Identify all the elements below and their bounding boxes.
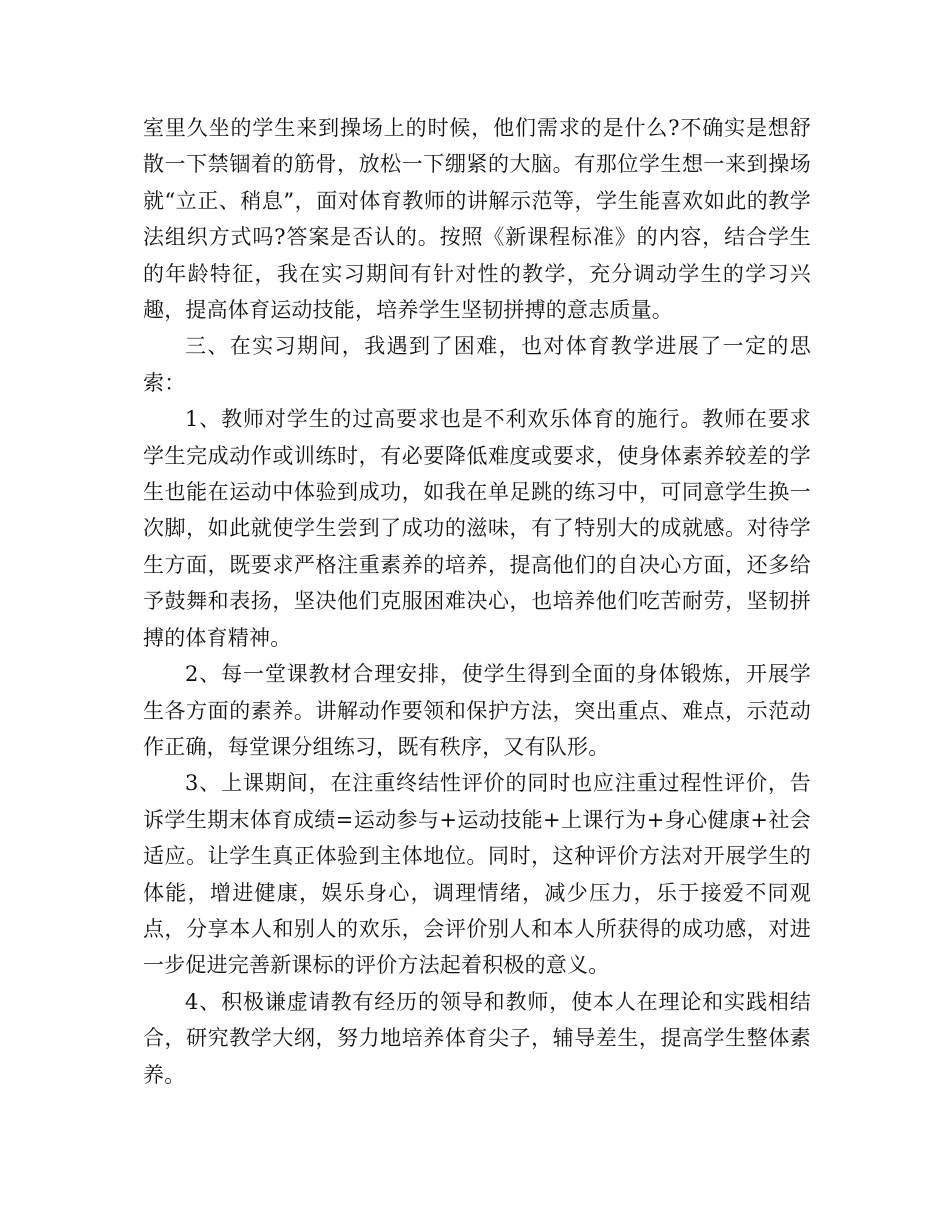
paragraph-item-3: 3、上课期间，在注重终结性评价的同时也应注重过程性评价，告诉学生期末体育成绩=运动参与+运动技能+上课行为+身心健康+社会适应。让学生真正体验到主体地位。同时，这种评价方法对开展学生的体能，增进健康，娱乐身心，调理情绪，减少压力，乐于接爱不同观点，分享本人和别人的欢乐，会评价别人和本人所获得的成功感，对进一步促进完善新课标的评价方法起着积极的意义。 [143,771,811,978]
paragraph-continuation: 室里久坐的学生来到操场上的时候，他们需求的是什么?不确实是想舒散一下禁锢着的筋骨，放松一下绷紧的大脑。有那位学生想一来到操场就“立正、稍息”，面对体育教师的讲解示范等，学生能喜欢如此的教学法组织方式吗?答案是否认的。按照《新课程标准》的内容，结合学生的年龄特征，我在实习期间有针对性的教学，充分调动学生的学习兴趣，提高体育运动技能，培养学生坚韧拼搏的意志质量。 [143,116,811,323]
paragraph-item-1: 1、教师对学生的过高要求也是不利欢乐体育的施行。教师在要求学生完成动作或训练时，有必要降低难度或要求，使身体素养较差的学生也能在运动中体验到成功，如我在单足跳的练习中，可同意学生换一次脚，如此就使学生尝到了成功的滋味，有了特别大的成就感。对待学生方面，既要求严格注重素养的培养，提高他们的自决心方面，还多给予鼓舞和表扬，坚决他们克服困难决心，也培养他们吃苦耐劳，坚韧拼搏的体育精神。 [143,407,811,650]
document-page [143,110,811,1093]
paragraph-section-three-heading: 三、在实习期间，我遇到了困难，也对体育教学进展了一定的思索： [143,334,811,395]
paragraph-item-4: 4、积极谦虚请教有经历的领导和教师，使本人在理论和实践相结合，研究教学大纲，努力地培养体育尖子，辅导差生，提高学生整体素养。 [143,989,811,1087]
paragraph-item-2: 2、每一堂课教材合理安排，使学生得到全面的身体锻炼，开展学生各方面的素养。讲解动作要领和保护方法，突出重点、难点，示范动作正确，每堂课分组练习，既有秩序，又有队形。 [143,662,811,759]
